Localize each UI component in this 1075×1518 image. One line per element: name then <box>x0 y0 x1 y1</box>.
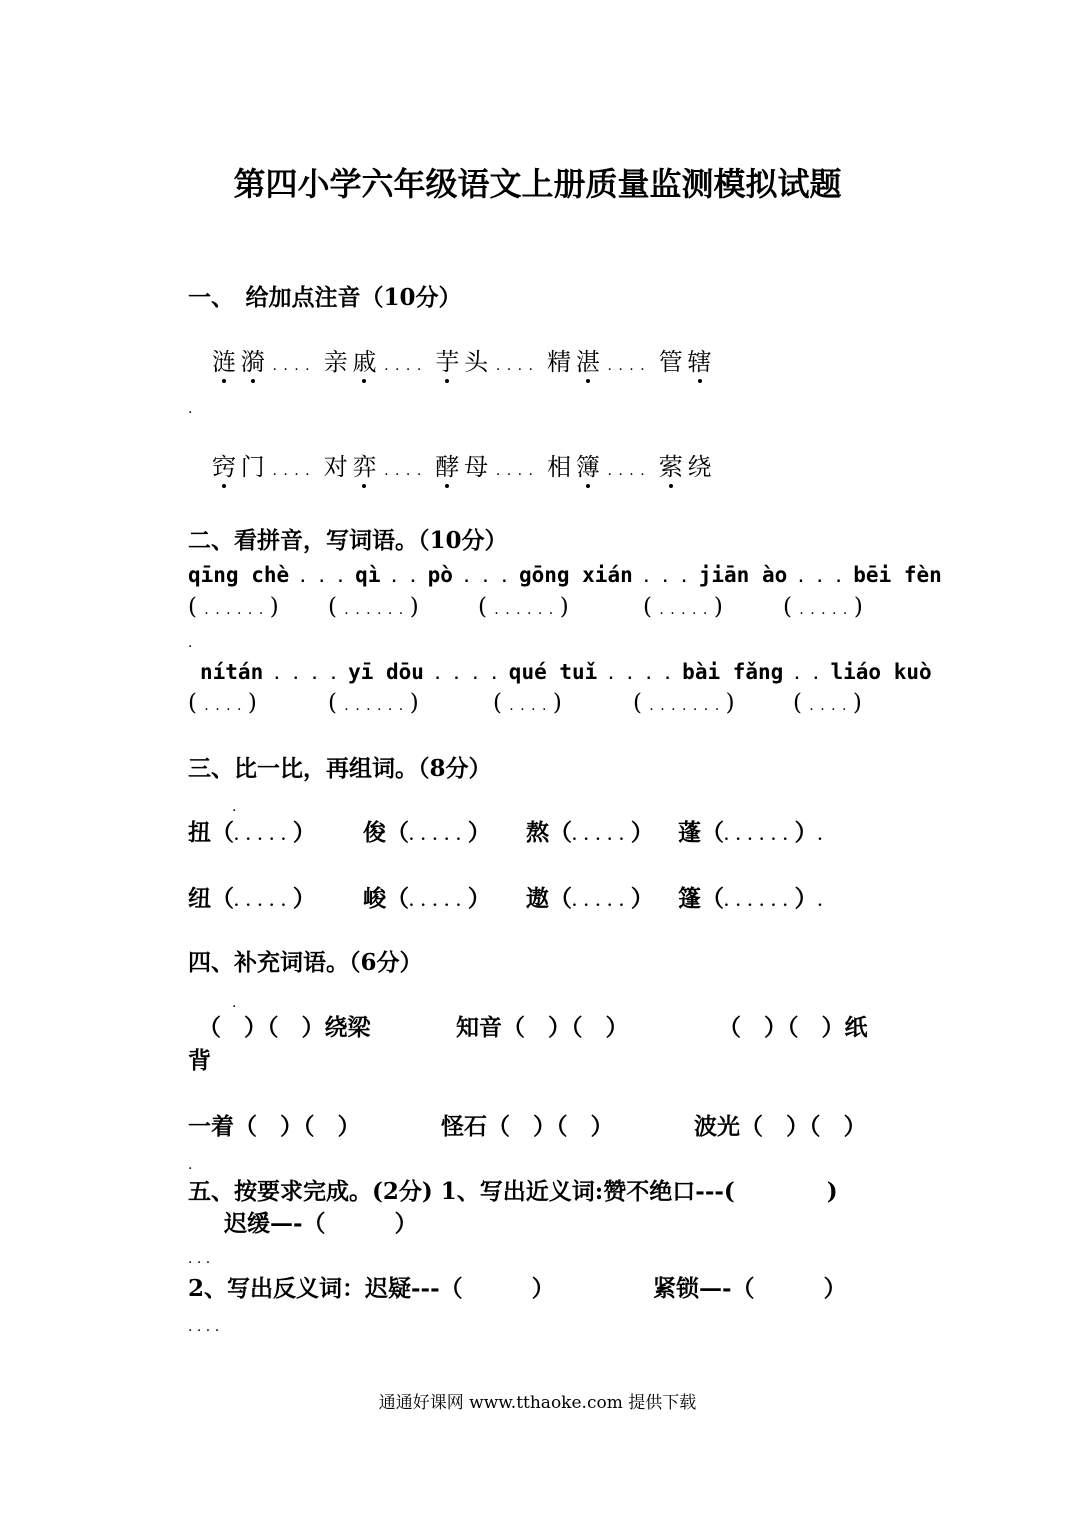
answer-blank[interactable]: ( . . . . ) <box>793 690 862 716</box>
answer-blank[interactable]: ( . . . . . ) <box>783 594 863 620</box>
char: 涟 <box>212 348 236 376</box>
word-2 <box>324 347 377 377</box>
word-5 <box>659 452 712 482</box>
idiom-continuation: 背 <box>188 1047 211 1074</box>
char: 芋 <box>435 348 460 376</box>
compare-item[interactable]: 俊（. . . . . ） <box>363 819 491 846</box>
stray-dot: . <box>232 995 237 1011</box>
word-2 <box>324 452 377 482</box>
dot-gap: . . . <box>632 570 699 586</box>
char: 辖 <box>687 348 712 376</box>
dot-gap: . . . . <box>263 667 349 683</box>
compare-item[interactable]: 峻（. . . . . ） <box>363 885 491 912</box>
char: 窍 <box>212 453 236 481</box>
char: 遨 <box>526 885 549 912</box>
compare-item[interactable]: 纽（. . . . . ） <box>188 885 316 912</box>
pinyin: qīng chè <box>188 563 290 587</box>
dot-gap: . . <box>783 667 831 683</box>
antonym-blank[interactable]: 紧锁—-（ ） <box>653 1275 847 1302</box>
stray-dot: . . . . <box>188 1319 220 1335</box>
answer-blank[interactable]: ( . . . . . . . ) <box>633 690 735 716</box>
compare-item[interactable]: 篷（. . . . . . ）. <box>678 885 824 912</box>
word-5 <box>659 347 712 377</box>
answer-blank[interactable]: ( . . . . . . ) <box>188 594 279 620</box>
compare-item[interactable]: 熬（. . . . . ） <box>526 819 654 846</box>
pinyin-row-1 <box>188 560 942 593</box>
dot-gap: . . . <box>289 570 356 586</box>
pinyin: gōng xián <box>518 563 633 587</box>
stray-dot: . <box>188 635 193 651</box>
answer-blank[interactable]: ( . . . . . . ) <box>328 594 419 620</box>
stray-dot: . <box>188 401 193 417</box>
dot-gap: . . . . <box>384 463 428 479</box>
dot-gap: . . . . <box>272 463 317 479</box>
section-1-heading: 一、 给加点注音（10分） <box>188 284 462 311</box>
pinyin: qì <box>355 563 381 587</box>
char: 相 <box>547 453 572 481</box>
section-5-line-1[interactable]: 五、按要求完成。(2分) 1、写出近义词:赞不绝口---( ) <box>188 1178 838 1205</box>
pinyin: bēi fèn <box>853 563 942 587</box>
pinyin: qué tuǐ <box>508 660 598 684</box>
pinyin: jiān ào <box>698 563 788 587</box>
stray-dot: . <box>188 1157 193 1173</box>
dot-gap: . . . <box>452 570 519 586</box>
dot-gap: . . . . <box>272 358 317 374</box>
answer-blank[interactable]: ( . . . . ) <box>188 690 257 716</box>
section-4-heading: 四、补充词语。（6分） <box>188 949 423 976</box>
pinyin: nítán <box>200 660 264 684</box>
word-3 <box>435 452 488 482</box>
page-title: 第四小学六年级语文上册质量监测模拟试题 <box>233 165 842 203</box>
char: 亲 <box>323 348 348 376</box>
pinyin-row-2 <box>200 657 932 690</box>
char: 篷 <box>678 885 701 912</box>
pinyin: bài fǎng <box>682 660 784 684</box>
stray-dot: . . . <box>188 1251 211 1267</box>
compare-item[interactable]: 蓬（. . . . . . ）. <box>678 819 824 846</box>
section-1-row-1 <box>212 347 712 381</box>
answer-blank[interactable]: ( . . . . ) <box>493 690 562 716</box>
word-3 <box>435 347 488 377</box>
pinyin: pò <box>427 563 453 587</box>
char: 管 <box>658 348 683 376</box>
dot-gap: . . . . <box>495 358 540 374</box>
answer-blank[interactable]: ( . . . . . . ) <box>478 594 569 620</box>
idiom-blank[interactable]: 知音（ ）（ ） <box>456 1014 629 1041</box>
char: 头 <box>464 348 489 376</box>
char: 峻 <box>363 885 386 912</box>
idiom-blank[interactable]: 一着（ ）（ ） <box>188 1113 361 1140</box>
char: 蓬 <box>678 819 701 846</box>
idiom-blank[interactable]: 波光（ ）（ ） <box>694 1113 867 1140</box>
dot-gap: . . . . <box>607 358 652 374</box>
char: 纽 <box>188 885 211 912</box>
char: 簿 <box>575 453 600 481</box>
word-1 <box>212 452 265 482</box>
pinyin: liáo kuò <box>830 660 932 684</box>
dot-gap: . . . . <box>495 463 540 479</box>
idiom-blank[interactable]: （ ）（ ）绕梁 <box>198 1014 371 1041</box>
char: 门 <box>240 453 265 481</box>
word-4 <box>547 452 600 482</box>
dot-gap: . . . . <box>423 667 509 683</box>
answer-blank[interactable]: ( . . . . . ) <box>643 594 723 620</box>
section-2-heading: 二、看拼音，写词语。（10分） <box>188 527 508 554</box>
section-1-row-2 <box>212 452 712 486</box>
word-4 <box>547 347 600 377</box>
word-1 <box>212 347 265 377</box>
answer-blank[interactable]: ( . . . . . . ) <box>328 690 419 716</box>
stray-dot: . <box>232 799 237 815</box>
compare-item[interactable]: 扭（. . . . . ） <box>188 819 316 846</box>
section-3-heading: 三、比一比，再组词。（8分） <box>188 755 492 782</box>
char: 母 <box>464 453 489 481</box>
char: 戚 <box>352 348 377 376</box>
dot-gap: . . . . <box>597 667 683 683</box>
idiom-blank[interactable]: （ ）（ ）纸 <box>718 1014 868 1041</box>
char: 扭 <box>188 819 211 846</box>
char: 酵 <box>435 453 460 481</box>
char: 湛 <box>575 348 600 376</box>
section-5-line-2[interactable]: 迟缓—-（ ） <box>224 1210 418 1237</box>
pinyin: yī dōu <box>348 660 424 684</box>
dot-gap: . . . . <box>384 358 428 374</box>
char: 弈 <box>352 453 377 481</box>
dot-gap: . . <box>380 570 428 586</box>
idiom-blank[interactable]: 怪石（ ）（ ） <box>441 1113 614 1140</box>
char: 精 <box>547 348 572 376</box>
char: 俊 <box>363 819 386 846</box>
char: 对 <box>323 453 348 481</box>
char: 绕 <box>687 453 712 481</box>
antonym-blank[interactable]: 2、写出反义词：迟疑---（ ） <box>188 1275 555 1302</box>
char: 漪 <box>240 348 265 376</box>
char: 熬 <box>526 819 549 846</box>
char: 萦 <box>658 453 683 481</box>
dot-gap: . . . <box>787 570 854 586</box>
footer-credit: 通通好课网 www.tthaoke.com 提供下载 <box>378 1393 697 1413</box>
compare-item[interactable]: 遨（. . . . . ） <box>526 885 654 912</box>
dot-gap: . . . . <box>607 463 652 479</box>
